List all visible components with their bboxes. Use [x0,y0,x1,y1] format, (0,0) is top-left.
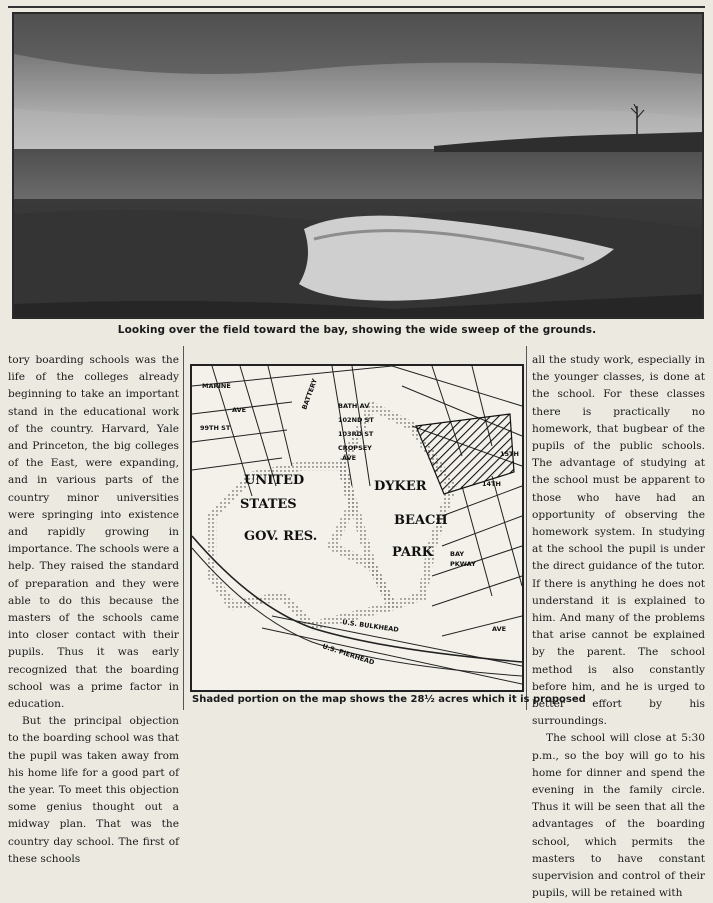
street-103rd: 103RD ST [338,430,374,438]
site-map [190,364,524,692]
right-column-text [532,352,705,900]
street-bay: BAY [450,550,465,558]
field-photograph [12,12,704,319]
street-102nd: 102ND ST [338,416,374,424]
top-rule [8,6,705,8]
map-caption: Shaded portion on the map shows the 28½ acres which it is proposed [192,694,586,705]
column-rule-left [183,346,184,710]
label-united: UNITED [244,473,305,488]
label-states: STATES [240,497,297,512]
label-beach: BEACH [394,513,448,528]
street-99th: 99TH ST [200,424,231,432]
street-14th: 14TH [482,480,501,488]
paragraph: But the principal objection to the boarding school was that the pupil was taken away from his home life for a good part of the year. To meet this objection some genius thought out a midway plan. That was the country day school. The first of these schools [8,715,179,865]
label-park: PARK [392,545,434,560]
label-dyker: DYKER [374,479,427,494]
street-ave: AVE [492,625,507,633]
label-pierhead: U.S. PIERHEAD [321,642,376,667]
street-cropsey-ave: AVE [342,454,357,462]
paragraph: all the study work, especially in the younger classes, is done at the school. For these classes there is practically no homework, that bugbear of the pupils of the public schools. The advantage of studying at the school must be apparent to those who have had an opportunity of observing the homework system. In studying at the school the pupil is under the direct guidance of the tutor. If there is anything he does not understand it is explained to him. And many of the problems that arise cannot be explained by the parent. The school method is also constantly before him, and he is urged to better effort by his surroundings. [532,354,705,728]
label-gov-res: GOV. RES. [244,529,318,544]
street-cropsey: CROPSEY [338,444,372,452]
street-marine-ave: AVE [232,406,247,414]
photo-caption: Looking over the field toward the bay, showing the wide sweep of the grounds. [117,324,597,336]
map-drawing [192,366,522,690]
street-marine: MARINE [202,382,231,390]
left-column-text [8,352,180,865]
paragraph: The school will close at 5:30 p.m., so the boy will go to his home for dinner and spend the evening in the family circle. Thus it will be seen that all the advantages of the boarding school, which permits the masters to have constant supervision and control of their pupils, will be retained with [532,732,705,900]
street-battery: BATTERY [300,377,319,411]
label-bulkhead: U.S. BULKHEAD [341,618,400,634]
field-photo-image [14,14,702,317]
street-15th: 15TH [500,450,519,458]
paragraph: tory boarding schools was the life of the colleges already beginning to take an important stand in the educational work of the country. Harvard, Yale and Princeton, the big colleges of the East, were expanding, and in various parts of the country minor universities were springing into existence and rapidly growing in importance. The schools were a help. They raised the standard of preparation and they were able to do this because the masters of the schools came into closer contact with their pupils. Thus it was early recognized that the boarding school was a prime factor in education. [8,354,180,711]
street-pkway: PKWAY [450,560,476,568]
street-bath-av: BATH AV [338,402,370,410]
column-rule-right [526,346,527,710]
